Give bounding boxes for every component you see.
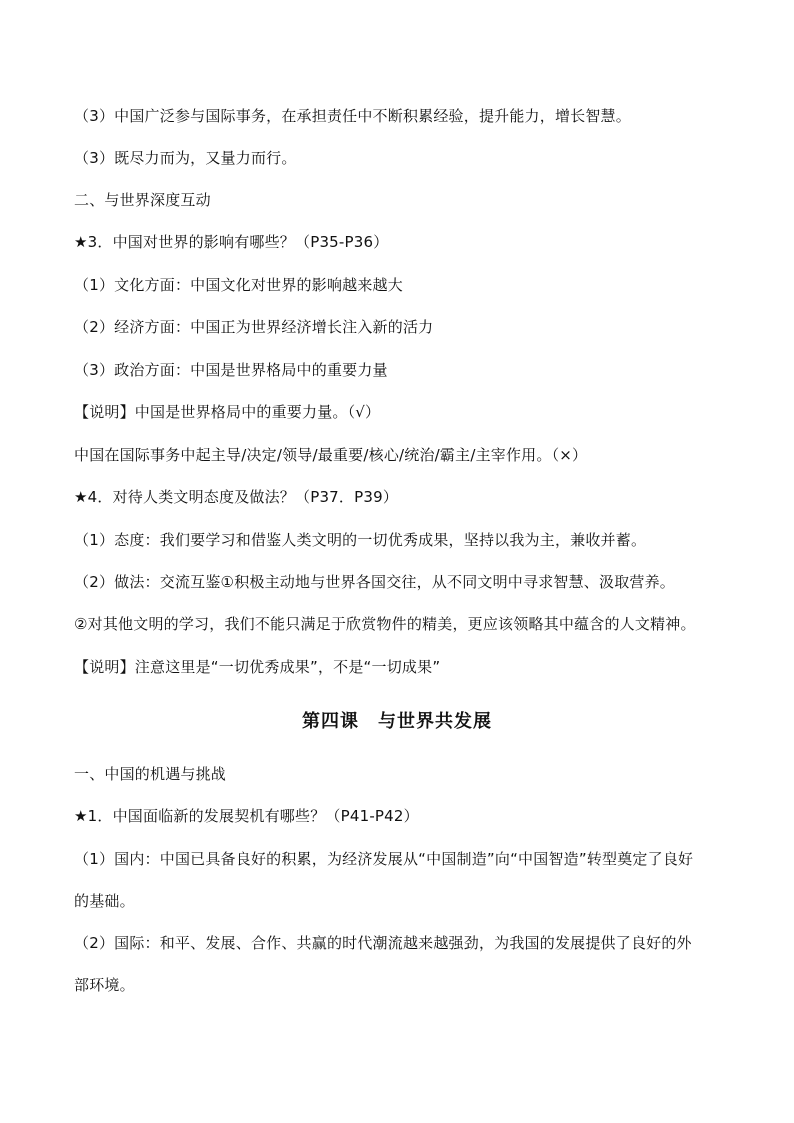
note-wrong-statement: 中国在国际事务中起主导/决定/领导/最重要/核心/统治/霸主/主宰作用。（×） — [74, 446, 588, 464]
item-3-do-best: （3）既尽力而为，又量力而行。 — [74, 149, 297, 167]
note-excellent-achievements: 【说明】注意这里是“一切优秀成果”，不是“一切成果” — [74, 658, 441, 676]
answer-3-politics: （3）政治方面：中国是世界格局中的重要力量 — [74, 361, 388, 379]
question-1: ★1．中国面临新的发展契机有哪些？（P41-P42） — [74, 807, 419, 825]
section-heading-opportunities: 一、中国的机遇与挑战 — [74, 765, 227, 783]
answer-4-attitude: （1）态度：我们要学习和借鉴人类文明的一切优秀成果，坚持以我为主，兼收并蓄。 — [74, 531, 647, 549]
answer-1-international: （2）国际：和平、发展、合作、共赢的时代潮流越来越强劲，为我国的发展提供了良好的外 — [74, 934, 692, 952]
answer-4-practice: （2）做法：交流互鉴①积极主动地与世界各国交往，从不同文明中寻求智慧、汲取营养。 — [74, 573, 675, 591]
answer-4-practice-2: ②对其他文明的学习，我们不能只满足于欣赏物件的精美，更应该领略其中蕴含的人文精神。 — [74, 615, 696, 633]
question-4: ★4．对待人类文明态度及做法？（P37．P39） — [74, 488, 399, 506]
answer-3-culture: （1）文化方面：中国文化对世界的影响越来越大 — [74, 276, 403, 294]
question-3: ★3．中国对世界的影响有哪些？（P35-P36） — [74, 233, 389, 251]
item-3-international-affairs: （3）中国广泛参与国际事务，在承担责任中不断积累经验，提升能力，增长智慧。 — [74, 107, 631, 125]
answer-1-domestic: （1）国内：中国已具备良好的积累，为经济发展从“中国制造”向“中国智造”转型奠定了良好 — [74, 850, 694, 868]
answer-1-domestic-cont: 的基础。 — [74, 892, 135, 910]
answer-1-international-cont: 部环境。 — [74, 976, 135, 994]
lesson-title: 第四课 与世界共发展 — [302, 711, 492, 732]
section-heading-deep-interaction: 二、与世界深度互动 — [74, 191, 211, 209]
answer-3-economy: （2）经济方面：中国正为世界经济增长注入新的活力 — [74, 318, 434, 336]
note-important-force: 【说明】中国是世界格局中的重要力量。（√） — [74, 403, 381, 421]
